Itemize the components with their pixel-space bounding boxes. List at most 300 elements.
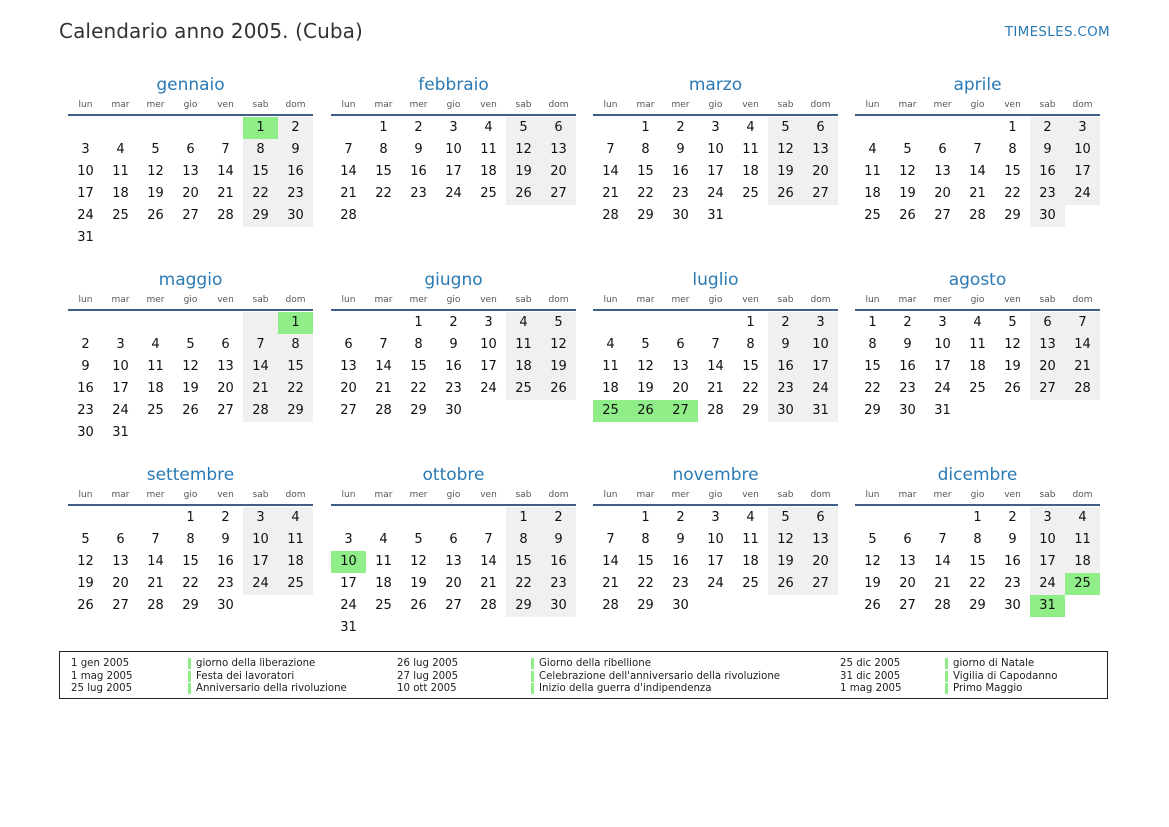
day-cell: 13: [803, 529, 838, 551]
day-cell: 24: [112, 403, 129, 418]
day-cell: 10: [243, 529, 278, 551]
legend-date: 26 lug 2005: [397, 658, 459, 669]
day-cell: 1: [641, 120, 650, 135]
header-rule: [68, 309, 313, 311]
week-row: [68, 551, 313, 573]
empty-cell: [1030, 400, 1065, 422]
day-cell: 13: [672, 359, 689, 374]
day-cell: 29: [506, 595, 541, 617]
empty-cell: [506, 205, 541, 227]
empty-cell: [890, 507, 925, 529]
week-row: [331, 529, 576, 551]
day-cell: 7: [711, 337, 720, 352]
week-row: [593, 378, 838, 400]
day-cell: 23: [410, 186, 427, 201]
day-cell: 4: [506, 312, 541, 334]
empty-cell: [890, 117, 925, 139]
empty-cell: [995, 400, 1030, 422]
day-cell: 15: [506, 551, 541, 573]
week-row: [855, 529, 1100, 551]
weekday-header: [855, 293, 1100, 307]
empty-cell: [960, 117, 995, 139]
weekday-label: dom: [810, 295, 831, 305]
day-cell: 25: [278, 573, 313, 595]
month-name: novembre: [672, 465, 759, 485]
empty-cell: [401, 617, 436, 639]
day-cell: 14: [480, 554, 497, 569]
empty-cell: [925, 507, 960, 529]
day-cell: 12: [899, 164, 916, 179]
weekday-label: lun: [78, 490, 93, 500]
header-rule: [593, 114, 838, 116]
weekday-label: dom: [285, 490, 306, 500]
empty-cell: [173, 422, 208, 444]
weekday-label: mar: [374, 295, 393, 305]
day-cell: 18: [480, 164, 497, 179]
day-cell: 23: [672, 576, 689, 591]
weekday-label: mer: [146, 490, 165, 500]
weekday-label: dom: [810, 100, 831, 110]
day-cell: 14: [243, 356, 278, 378]
weekday-label: lun: [341, 295, 356, 305]
day-cell: 19: [506, 161, 541, 183]
day-cell: 11: [1065, 529, 1100, 551]
day-cell: 7: [484, 532, 493, 547]
empty-cell: [103, 227, 138, 249]
weekday-label: lun: [341, 490, 356, 500]
day-cell: 3: [1065, 117, 1100, 139]
day-cell: 5: [903, 142, 912, 157]
weekday-label: mer: [671, 490, 690, 500]
day-cell: 28: [147, 598, 164, 613]
day-cell: 14: [340, 164, 357, 179]
holiday-legend: [59, 651, 1108, 699]
day-cell: 20: [803, 551, 838, 573]
header-rule: [855, 114, 1100, 116]
week-row: [855, 205, 1100, 227]
weekday-label: mar: [898, 100, 917, 110]
empty-cell: [436, 507, 471, 529]
empty-cell: [471, 400, 506, 422]
day-cell: 25: [1065, 573, 1100, 595]
day-cell: 5: [186, 337, 195, 352]
day-cell: 18: [742, 554, 759, 569]
day-cell: 28: [1065, 378, 1100, 400]
day-cell: 29: [864, 403, 881, 418]
day-cell: 26: [864, 598, 881, 613]
day-cell: 29: [243, 205, 278, 227]
day-cell: 3: [484, 315, 493, 330]
day-cell: 28: [480, 598, 497, 613]
day-cell: 10: [112, 359, 129, 374]
day-cell: 8: [243, 139, 278, 161]
weekday-label: mer: [671, 100, 690, 110]
weekday-label: sab: [515, 295, 532, 305]
week-row: [593, 551, 838, 573]
day-cell: 12: [637, 359, 654, 374]
day-cell: 26: [77, 598, 94, 613]
day-cell: 14: [934, 554, 951, 569]
week-row: [331, 117, 576, 139]
weekday-label: lun: [603, 295, 618, 305]
day-cell: 6: [541, 117, 576, 139]
day-cell: 25: [480, 186, 497, 201]
day-cell: 1: [278, 312, 313, 334]
day-cell: 15: [1004, 164, 1021, 179]
month-agosto: [855, 269, 1100, 422]
empty-cell: [366, 205, 401, 227]
day-cell: 7: [151, 532, 160, 547]
empty-cell: [278, 422, 313, 444]
week-row: [68, 356, 313, 378]
month-name: aprile: [953, 75, 1002, 95]
legend-name: Festa dei lavoratori: [196, 670, 295, 682]
day-cell: 14: [602, 164, 619, 179]
page-title: Calendario anno 2005. (Cuba): [59, 19, 363, 43]
weekday-label: mar: [898, 490, 917, 500]
empty-cell: [698, 312, 733, 334]
empty-cell: [138, 227, 173, 249]
weekday-label: dom: [285, 295, 306, 305]
weekday-label: sab: [1039, 295, 1056, 305]
day-cell: 7: [344, 142, 353, 157]
month-maggio: [68, 269, 313, 444]
weekday-label: gio: [708, 295, 723, 305]
day-cell: 17: [707, 554, 724, 569]
month-name: ottobre: [422, 465, 485, 485]
week-row: [68, 161, 313, 183]
weekday-label: ven: [217, 100, 234, 110]
day-cell: 12: [182, 359, 199, 374]
day-cell: 9: [1008, 532, 1017, 547]
weekday-label: ven: [1004, 490, 1021, 500]
weekday-label: sab: [777, 100, 794, 110]
empty-cell: [331, 117, 366, 139]
day-cell: 18: [1065, 551, 1100, 573]
day-cell: 27: [803, 183, 838, 205]
week-row: [855, 356, 1100, 378]
weekday-label: mar: [898, 295, 917, 305]
weekday-label: sab: [1039, 100, 1056, 110]
day-cell: 26: [768, 183, 803, 205]
day-cell: 31: [707, 208, 724, 223]
week-row: [593, 139, 838, 161]
day-cell: 6: [803, 507, 838, 529]
weekday-label: ven: [1004, 295, 1021, 305]
day-cell: 28: [217, 208, 234, 223]
day-cell: 24: [707, 576, 724, 591]
day-cell: 3: [449, 120, 458, 135]
day-cell: 27: [541, 183, 576, 205]
week-row: [331, 356, 576, 378]
header-rule: [855, 309, 1100, 311]
day-cell: 16: [768, 356, 803, 378]
day-cell: 5: [541, 312, 576, 334]
day-cell: 2: [81, 337, 90, 352]
week-row: [593, 573, 838, 595]
day-cell: 27: [899, 598, 916, 613]
day-cell: 3: [938, 315, 947, 330]
weekday-label: mar: [111, 490, 130, 500]
empty-cell: [173, 117, 208, 139]
day-cell: 16: [1030, 161, 1065, 183]
legend-marker: [188, 683, 191, 694]
day-cell: 4: [746, 120, 755, 135]
day-cell: 25: [375, 598, 392, 613]
day-cell: 18: [864, 186, 881, 201]
week-row: [68, 334, 313, 356]
weekday-label: lun: [78, 100, 93, 110]
legend-name: Anniversario della rivoluzione: [196, 683, 347, 694]
day-cell: 21: [480, 576, 497, 591]
day-cell: 2: [676, 510, 685, 525]
weekday-label: ven: [217, 295, 234, 305]
week-row: [331, 595, 576, 617]
day-cell: 3: [1030, 507, 1065, 529]
day-cell: 5: [414, 532, 423, 547]
day-cell: 13: [182, 164, 199, 179]
week-row: [855, 378, 1100, 400]
day-cell: 21: [217, 186, 234, 201]
empty-cell: [1065, 400, 1100, 422]
day-cell: 9: [541, 529, 576, 551]
day-cell: 1: [746, 315, 755, 330]
day-cell: 29: [278, 400, 313, 422]
weekday-label: dom: [548, 490, 569, 500]
weekday-label: mer: [671, 295, 690, 305]
empty-cell: [173, 312, 208, 334]
day-cell: 29: [1004, 208, 1021, 223]
day-cell: 9: [768, 334, 803, 356]
day-cell: 4: [868, 142, 877, 157]
week-row: [68, 422, 313, 444]
empty-cell: [593, 507, 628, 529]
day-cell: 27: [1030, 378, 1065, 400]
day-cell: 30: [541, 595, 576, 617]
day-cell: 23: [77, 403, 94, 418]
empty-cell: [278, 227, 313, 249]
day-cell: 30: [672, 598, 689, 613]
day-cell: 24: [934, 381, 951, 396]
month-marzo: [593, 74, 838, 227]
day-cell: 3: [803, 312, 838, 334]
empty-cell: [138, 507, 173, 529]
empty-cell: [243, 422, 278, 444]
weekday-label: lun: [78, 295, 93, 305]
month-name: febbraio: [418, 75, 489, 95]
day-cell: 1: [186, 510, 195, 525]
day-cell: 10: [77, 164, 94, 179]
day-cell: 9: [414, 142, 423, 157]
day-cell: 8: [746, 337, 755, 352]
weekday-label: mar: [636, 100, 655, 110]
day-cell: 16: [217, 554, 234, 569]
day-cell: 23: [899, 381, 916, 396]
day-cell: 12: [410, 554, 427, 569]
day-cell: 16: [278, 161, 313, 183]
day-cell: 16: [541, 551, 576, 573]
day-cell: 21: [602, 186, 619, 201]
weekday-label: mar: [374, 490, 393, 500]
header-rule: [68, 504, 313, 506]
day-cell: 5: [506, 117, 541, 139]
day-cell: 4: [278, 507, 313, 529]
day-cell: 19: [768, 551, 803, 573]
day-cell: 23: [541, 573, 576, 595]
day-cell: 17: [1065, 161, 1100, 183]
weekday-label: gio: [970, 490, 985, 500]
day-cell: 20: [445, 576, 462, 591]
day-cell: 2: [541, 507, 576, 529]
day-cell: 19: [77, 576, 94, 591]
weekday-label: sab: [252, 295, 269, 305]
week-row: [68, 139, 313, 161]
empty-cell: [243, 595, 278, 617]
week-row: [593, 356, 838, 378]
day-cell: 12: [768, 139, 803, 161]
day-cell: 26: [628, 400, 663, 422]
day-cell: 27: [340, 403, 357, 418]
day-cell: 12: [506, 139, 541, 161]
weekday-label: gio: [970, 100, 985, 110]
day-cell: 31: [803, 400, 838, 422]
day-cell: 10: [1030, 529, 1065, 551]
weekday-label: mer: [146, 100, 165, 110]
weekday-label: sab: [252, 490, 269, 500]
legend-date: 25 dic 2005: [840, 658, 901, 669]
day-cell: 16: [445, 359, 462, 374]
week-row: [855, 595, 1100, 617]
empty-cell: [138, 422, 173, 444]
weekday-label: sab: [777, 295, 794, 305]
day-cell: 22: [410, 381, 427, 396]
day-cell: 17: [1030, 551, 1065, 573]
day-cell: 10: [331, 551, 366, 573]
empty-cell: [436, 205, 471, 227]
day-cell: 11: [969, 337, 986, 352]
weekday-label: mar: [111, 295, 130, 305]
day-cell: 8: [186, 532, 195, 547]
day-cell: 16: [1004, 554, 1021, 569]
week-row: [593, 400, 838, 422]
day-cell: 29: [637, 208, 654, 223]
week-row: [855, 312, 1100, 334]
day-cell: 23: [672, 186, 689, 201]
day-cell: 4: [379, 532, 388, 547]
empty-cell: [68, 312, 103, 334]
weekday-label: lun: [865, 490, 880, 500]
day-cell: 24: [1030, 573, 1065, 595]
day-cell: 23: [1030, 183, 1065, 205]
day-cell: 10: [445, 142, 462, 157]
week-row: [855, 400, 1100, 422]
day-cell: 27: [663, 400, 698, 422]
weekday-label: lun: [341, 100, 356, 110]
day-cell: 2: [903, 315, 912, 330]
empty-cell: [663, 312, 698, 334]
header-rule: [331, 114, 576, 116]
day-cell: 30: [1004, 598, 1021, 613]
day-cell: 30: [768, 400, 803, 422]
day-cell: 22: [637, 576, 654, 591]
day-cell: 19: [899, 186, 916, 201]
day-cell: 5: [1008, 315, 1017, 330]
header-rule: [593, 504, 838, 506]
day-cell: 4: [606, 337, 615, 352]
weekday-label: ven: [480, 295, 497, 305]
empty-cell: [471, 205, 506, 227]
brand-link[interactable]: TIMESLES.COM: [1004, 24, 1110, 40]
day-cell: 25: [112, 208, 129, 223]
empty-cell: [208, 422, 243, 444]
week-row: [331, 205, 576, 227]
day-cell: 6: [676, 337, 685, 352]
header-rule: [331, 504, 576, 506]
empty-cell: [803, 205, 838, 227]
day-cell: 4: [484, 120, 493, 135]
month-name: maggio: [158, 270, 223, 290]
day-cell: 12: [768, 529, 803, 551]
day-cell: 24: [340, 598, 357, 613]
day-cell: 8: [278, 334, 313, 356]
weekday-label: ven: [742, 100, 759, 110]
legend-date: 27 lug 2005: [397, 670, 459, 682]
empty-cell: [401, 507, 436, 529]
weekday-label: gio: [446, 100, 461, 110]
month-name: agosto: [948, 270, 1007, 290]
day-cell: 8: [379, 142, 388, 157]
weekday-label: lun: [865, 100, 880, 110]
day-cell: 19: [864, 576, 881, 591]
weekday-header: [331, 293, 576, 307]
week-row: [331, 183, 576, 205]
weekday-label: ven: [480, 100, 497, 110]
legend-date: 1 mag 2005: [71, 670, 133, 682]
day-cell: 2: [1030, 117, 1065, 139]
day-cell: 28: [375, 403, 392, 418]
empty-cell: [733, 595, 768, 617]
day-cell: 28: [602, 208, 619, 223]
weekday-label: mar: [374, 100, 393, 110]
day-cell: 4: [1065, 507, 1100, 529]
day-cell: 6: [938, 142, 947, 157]
day-cell: 15: [637, 164, 654, 179]
day-cell: 9: [676, 142, 685, 157]
weekday-header: [331, 98, 576, 112]
day-cell: 31: [77, 230, 94, 245]
day-cell: 25: [506, 378, 541, 400]
day-cell: 4: [973, 315, 982, 330]
weekday-label: lun: [865, 295, 880, 305]
day-cell: 14: [707, 359, 724, 374]
legend-name: Primo Maggio: [953, 683, 1023, 694]
week-row: [68, 183, 313, 205]
empty-cell: [1065, 595, 1100, 617]
weekday-label: dom: [1072, 295, 1093, 305]
day-cell: 3: [116, 337, 125, 352]
week-row: [593, 595, 838, 617]
weekday-label: dom: [548, 100, 569, 110]
day-cell: 14: [602, 554, 619, 569]
day-cell: 1: [1008, 120, 1017, 135]
week-row: [855, 139, 1100, 161]
empty-cell: [593, 312, 628, 334]
weekday-label: sab: [252, 100, 269, 110]
day-cell: 19: [541, 356, 576, 378]
day-cell: 11: [742, 142, 759, 157]
day-cell: 6: [449, 532, 458, 547]
day-cell: 26: [182, 403, 199, 418]
